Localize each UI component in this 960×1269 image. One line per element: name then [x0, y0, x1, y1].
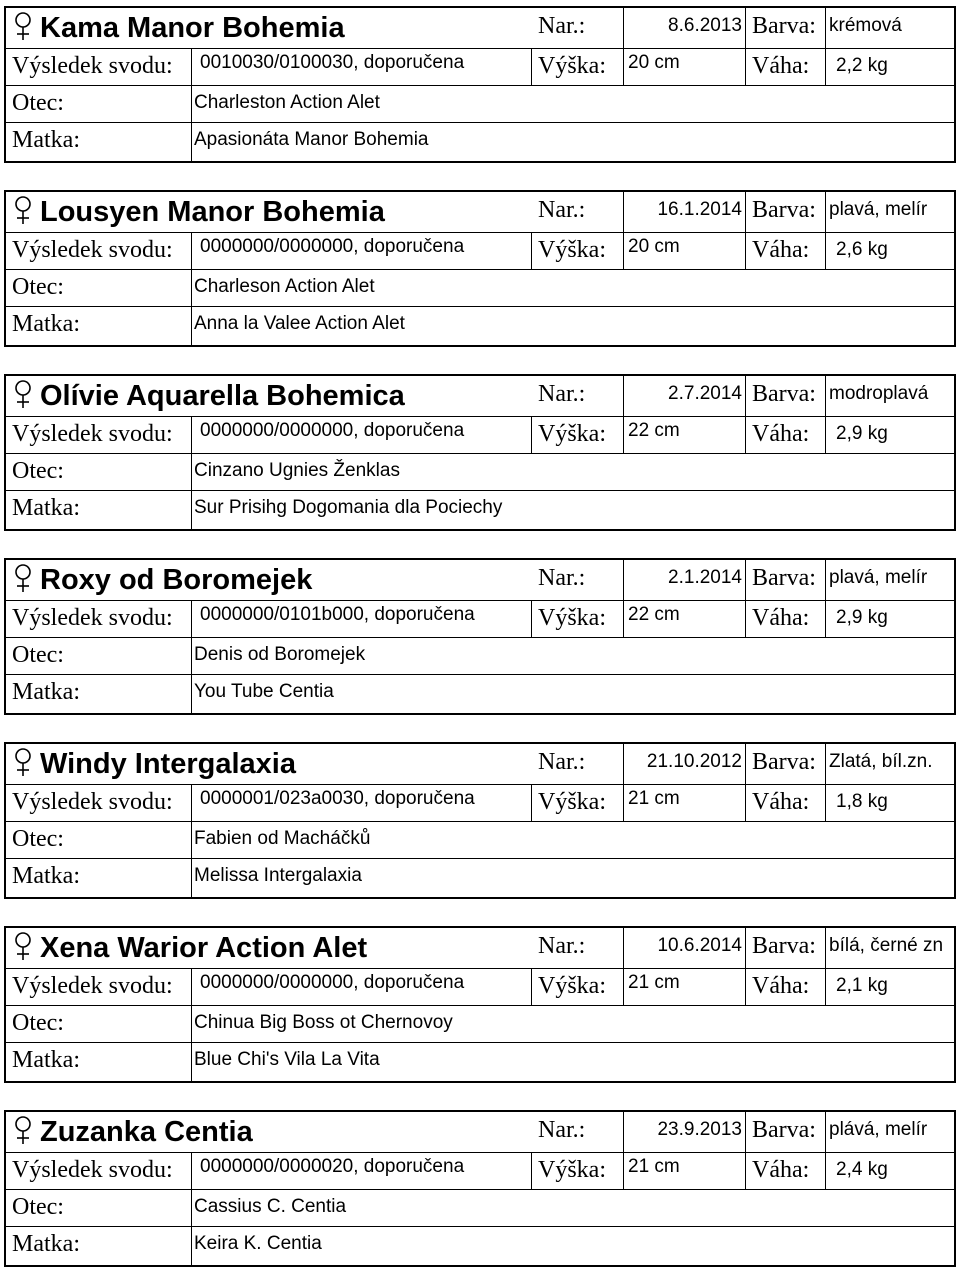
father-label: Otec: [6, 1005, 192, 1042]
mother-row [6, 1042, 954, 1081]
father-label: Otec: [6, 1189, 192, 1226]
color-label: Barva: [746, 744, 826, 784]
name-row [6, 8, 954, 49]
born-value: 2.7.2014 [624, 376, 746, 416]
mother-value: Keira K. Centia [194, 1233, 322, 1254]
dog-name-text: Xena Warior Action Alet [40, 932, 368, 964]
mother-label: Matka: [6, 674, 192, 713]
dog-record [4, 926, 956, 1083]
mother-label: Matka: [6, 858, 192, 897]
father-value: Charleson Action Alet [194, 276, 375, 297]
father-label: Otec: [6, 637, 192, 674]
color-value: plavá, melír [829, 567, 928, 588]
mother-value: Sur Prisihg Dogomania dla Pociechy [194, 497, 503, 518]
father-value: Cassius C. Centia [194, 1196, 347, 1217]
result-value: 0000001/023a0030, doporučena [192, 784, 532, 821]
result-value: 0000000/0000000, doporučena [192, 232, 532, 269]
result-value: 0000000/0000000, doporučena [192, 968, 532, 1005]
result-label: Výsledek svodu: [6, 48, 192, 85]
color-label: Barva: [746, 8, 826, 48]
father-row [6, 821, 954, 859]
result-value: 0000000/0000000, doporučena [192, 416, 532, 453]
result-row [6, 1152, 954, 1190]
female-icon [12, 195, 34, 225]
result-row [6, 968, 954, 1006]
dog-name [12, 560, 532, 600]
mother-label: Matka: [6, 1042, 192, 1081]
dog-name-text: Zuzanka Centia [40, 1116, 253, 1148]
height-label: Výška: [532, 1152, 624, 1189]
name-row [6, 192, 954, 233]
result-row [6, 600, 954, 638]
result-row [6, 784, 954, 822]
weight-value: 2,2 kg [836, 55, 888, 76]
mother-value: Anna la Valee Action Alet [194, 313, 405, 334]
father-label: Otec: [6, 453, 192, 490]
dog-name-text: Windy Intergalaxia [40, 748, 296, 780]
born-label: Nar.: [532, 560, 624, 600]
result-value: 0010030/0100030, doporučena [192, 48, 532, 85]
mother-label: Matka: [6, 1226, 192, 1265]
weight-label: Váha: [746, 968, 826, 1005]
father-value: Charleston Action Alet [194, 92, 380, 113]
father-label: Otec: [6, 821, 192, 858]
color-label: Barva: [746, 1112, 826, 1152]
color-value: Zlatá, bíl.zn. [829, 751, 933, 772]
mother-value: Melissa Intergalaxia [194, 865, 362, 886]
weight-value: 2,9 kg [836, 423, 888, 444]
dog-record [4, 190, 956, 347]
height-label: Výška: [532, 600, 624, 637]
born-label: Nar.: [532, 376, 624, 416]
weight-value: 2,4 kg [836, 1159, 888, 1180]
weight-label: Váha: [746, 232, 826, 269]
weight-value: 2,1 kg [836, 975, 888, 996]
dog-name-text: Olívie Aquarella Bohemica [40, 380, 405, 412]
mother-row [6, 306, 954, 345]
female-icon [12, 379, 34, 409]
result-label: Výsledek svodu: [6, 232, 192, 269]
height-label: Výška: [532, 968, 624, 1005]
result-label: Výsledek svodu: [6, 416, 192, 453]
mother-label: Matka: [6, 122, 192, 161]
born-label: Nar.: [532, 744, 624, 784]
father-row [6, 1005, 954, 1043]
dog-name-text: Kama Manor Bohemia [40, 12, 345, 44]
result-row [6, 48, 954, 86]
born-value: 16.1.2014 [624, 192, 746, 232]
father-row [6, 453, 954, 491]
result-value: 0000000/0000020, doporučena [192, 1152, 532, 1189]
height-label: Výška: [532, 784, 624, 821]
mother-label: Matka: [6, 306, 192, 345]
mother-value: Blue Chi's Vila La Vita [194, 1049, 380, 1070]
mother-label: Matka: [6, 490, 192, 529]
height-value: 20 cm [624, 232, 746, 269]
weight-label: Váha: [746, 600, 826, 637]
father-label: Otec: [6, 269, 192, 306]
height-label: Výška: [532, 48, 624, 85]
weight-label: Váha: [746, 416, 826, 453]
dog-name [12, 928, 532, 968]
dog-name [12, 8, 532, 48]
dog-record [4, 742, 956, 899]
mother-row [6, 1226, 954, 1265]
color-value: krémová [829, 15, 902, 36]
weight-value: 2,9 kg [836, 607, 888, 628]
father-row [6, 269, 954, 307]
height-value: 21 cm [624, 784, 746, 821]
father-row [6, 1189, 954, 1227]
color-value: bílá, černé zn [829, 935, 944, 956]
height-value: 22 cm [624, 416, 746, 453]
result-row [6, 416, 954, 454]
result-label: Výsledek svodu: [6, 1152, 192, 1189]
female-icon [12, 563, 34, 593]
name-row [6, 376, 954, 417]
dog-record [4, 374, 956, 531]
dog-name [12, 1112, 532, 1152]
born-label: Nar.: [532, 8, 624, 48]
weight-label: Váha: [746, 1152, 826, 1189]
dog-record [4, 6, 956, 163]
result-label: Výsledek svodu: [6, 600, 192, 637]
mother-value: Apasionáta Manor Bohemia [194, 129, 429, 150]
dog-name-text: Lousyen Manor Bohemia [40, 196, 385, 228]
father-value: Fabien od Macháčků [194, 828, 371, 849]
result-row [6, 232, 954, 270]
mother-row [6, 490, 954, 529]
mother-row [6, 674, 954, 713]
height-value: 20 cm [624, 48, 746, 85]
born-value: 10.6.2014 [624, 928, 746, 968]
born-label: Nar.: [532, 928, 624, 968]
born-value: 23.9.2013 [624, 1112, 746, 1152]
name-row [6, 928, 954, 969]
result-value: 0000000/0101b000, doporučena [192, 600, 532, 637]
height-value: 21 cm [624, 968, 746, 1005]
father-row [6, 85, 954, 123]
mother-row [6, 858, 954, 897]
dog-name-text: Roxy od Boromejek [40, 564, 313, 596]
born-label: Nar.: [532, 1112, 624, 1152]
color-label: Barva: [746, 560, 826, 600]
height-label: Výška: [532, 232, 624, 269]
father-value: Chinua Big Boss ot Chernovoy [194, 1012, 453, 1033]
result-label: Výsledek svodu: [6, 968, 192, 1005]
name-row [6, 560, 954, 601]
mother-value: You Tube Centia [194, 681, 334, 702]
result-label: Výsledek svodu: [6, 784, 192, 821]
dog-record [4, 558, 956, 715]
born-value: 21.10.2012 [624, 744, 746, 784]
weight-value: 2,6 kg [836, 239, 888, 260]
father-value: Cinzano Ugnies Ženklas [194, 460, 400, 481]
mother-row [6, 122, 954, 161]
dog-name [12, 376, 532, 416]
color-value: plavá, melír [829, 199, 928, 220]
dog-name [12, 744, 532, 784]
father-value: Denis od Boromejek [194, 644, 366, 665]
female-icon [12, 931, 34, 961]
height-label: Výška: [532, 416, 624, 453]
color-label: Barva: [746, 192, 826, 232]
dog-record [4, 1110, 956, 1267]
born-label: Nar.: [532, 192, 624, 232]
father-row [6, 637, 954, 675]
name-row [6, 1112, 954, 1153]
color-value: modroplavá [829, 383, 929, 404]
dog-name [12, 192, 532, 232]
father-label: Otec: [6, 85, 192, 122]
weight-label: Váha: [746, 784, 826, 821]
born-value: 2.1.2014 [624, 560, 746, 600]
name-row [6, 744, 954, 785]
female-icon [12, 747, 34, 777]
female-icon [12, 1115, 34, 1145]
height-value: 22 cm [624, 600, 746, 637]
born-value: 8.6.2013 [624, 8, 746, 48]
weight-label: Váha: [746, 48, 826, 85]
female-icon [12, 11, 34, 41]
color-value: plává, melír [829, 1119, 928, 1140]
color-label: Barva: [746, 928, 826, 968]
weight-value: 1,8 kg [836, 791, 888, 812]
height-value: 21 cm [624, 1152, 746, 1189]
color-label: Barva: [746, 376, 826, 416]
